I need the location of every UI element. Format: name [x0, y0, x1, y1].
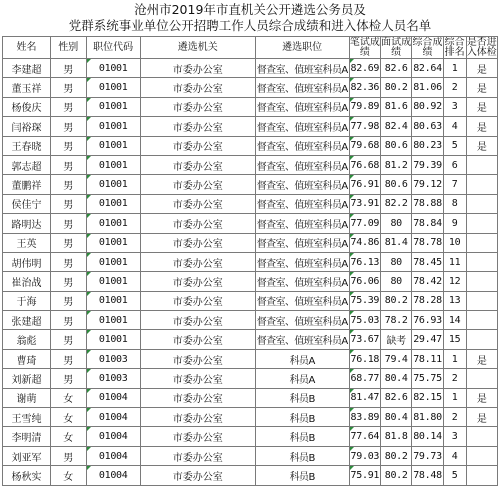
cell-name: 谢萌: [3, 388, 51, 407]
cell-written-score: 75.39: [349, 291, 380, 310]
cell-physical-exam: [466, 427, 497, 446]
cell-position-code: 01001: [86, 311, 140, 330]
cell-rank: 11: [443, 252, 466, 271]
cell-total-score: 78.48: [412, 466, 443, 485]
cell-physical-exam: [466, 233, 497, 252]
cell-position-code: 01004: [86, 388, 140, 407]
cell-org: 市委办公室: [140, 214, 255, 233]
cell-physical-exam: [466, 214, 497, 233]
cell-rank: 15: [443, 330, 466, 349]
table-row: [3, 291, 498, 310]
cell-position-code: 01001: [86, 155, 140, 174]
table-row: [3, 136, 498, 155]
cell-physical-exam: 是: [466, 78, 497, 97]
cell-written-score: 82.36: [349, 78, 380, 97]
cell-position-code: 01001: [86, 291, 140, 310]
cell-gender: 男: [51, 194, 87, 213]
cell-name: 曹琦: [3, 349, 51, 368]
cell-written-score: 75.03: [349, 311, 380, 330]
table-row: [3, 155, 498, 174]
cell-physical-exam: [466, 466, 497, 485]
table-row: [3, 59, 498, 78]
cell-written-score: 82.69: [349, 59, 380, 78]
cell-name: 王英: [3, 233, 51, 252]
cell-gender: 男: [51, 330, 87, 349]
cell-name: 刘新超: [3, 369, 51, 388]
cell-rank: 4: [443, 117, 466, 136]
cell-physical-exam: [466, 272, 497, 291]
cell-gender: 女: [51, 466, 87, 485]
cell-interview-score: 80.2: [381, 466, 412, 485]
cell-position: 科员A: [255, 349, 349, 368]
cell-position: 督查室、值班室科员A: [255, 117, 349, 136]
cell-position: 督查室、值班室科员A: [255, 155, 349, 174]
table-body: [3, 59, 498, 486]
cell-written-score: 77.64: [349, 427, 380, 446]
cell-gender: 男: [51, 117, 87, 136]
cell-total-score: 78.88: [412, 194, 443, 213]
cell-rank: 6: [443, 155, 466, 174]
cell-rank: 14: [443, 311, 466, 330]
cell-position: 督查室、值班室科员A: [255, 272, 349, 291]
table-row: [3, 78, 498, 97]
header-total: 综合成绩: [412, 36, 443, 58]
cell-physical-exam: 是: [466, 59, 497, 78]
cell-position-code: 01001: [86, 252, 140, 271]
cell-rank: 4: [443, 446, 466, 465]
cell-interview-score: 82.2: [381, 194, 412, 213]
table-row: [3, 369, 498, 388]
table-row: [3, 214, 498, 233]
cell-position: 督查室、值班室科员A: [255, 175, 349, 194]
header-name: 姓名: [3, 37, 51, 59]
cell-gender: 男: [51, 78, 87, 97]
cell-org: 市委办公室: [140, 427, 255, 446]
cell-name: 董玉祥: [3, 78, 51, 97]
cell-gender: 男: [51, 233, 87, 252]
cell-total-score: 79.39: [412, 155, 443, 174]
cell-org: 市委办公室: [140, 117, 255, 136]
cell-written-score: 81.47: [349, 388, 380, 407]
cell-rank: 9: [443, 214, 466, 233]
cell-written-score: 74.86: [349, 233, 380, 252]
cell-name: 郭志超: [3, 155, 51, 174]
table-row: [3, 466, 498, 485]
cell-total-score: 78.42: [412, 272, 443, 291]
cell-position-code: 01003: [86, 349, 140, 368]
table-row: [3, 330, 498, 349]
cell-total-score: 78.78: [412, 233, 443, 252]
document-title: [0, 2, 500, 34]
cell-physical-exam: [466, 311, 497, 330]
cell-total-score: 82.64: [412, 59, 443, 78]
cell-position: 督查室、值班室科员A: [255, 214, 349, 233]
cell-interview-score: 78.2: [381, 311, 412, 330]
cell-position-code: 01003: [86, 369, 140, 388]
title-line-1: 沧州市2019年市直机关公开遴选公务员及: [134, 2, 366, 17]
cell-org: 市委办公室: [140, 272, 255, 291]
cell-interview-score: 82.4: [381, 117, 412, 136]
cell-position: 督查室、值班室科员A: [255, 194, 349, 213]
cell-name: 董鹏祥: [3, 175, 51, 194]
cell-written-score: 79.89: [349, 97, 380, 116]
header-gender: 性别: [51, 37, 87, 59]
cell-interview-score: 82.6: [381, 388, 412, 407]
cell-gender: 女: [51, 427, 87, 446]
header-exam: 是否进入体检: [466, 36, 497, 58]
cell-physical-exam: [466, 369, 497, 388]
cell-written-score: 68.77: [349, 369, 380, 388]
table-row: [3, 408, 498, 427]
table-row: [3, 349, 498, 368]
cell-total-score: 82.15: [412, 388, 443, 407]
cell-interview-score: 81.4: [381, 233, 412, 252]
cell-name: 崔治战: [3, 272, 51, 291]
cell-interview-score: 80.6: [381, 175, 412, 194]
cell-name: 侯佳宁: [3, 194, 51, 213]
cell-physical-exam: 是: [466, 117, 497, 136]
cell-rank: 3: [443, 427, 466, 446]
cell-physical-exam: [466, 330, 497, 349]
cell-rank: 7: [443, 175, 466, 194]
cell-gender: 女: [51, 408, 87, 427]
cell-org: 市委办公室: [140, 252, 255, 271]
cell-org: 市委办公室: [140, 78, 255, 97]
cell-total-score: 75.75: [412, 369, 443, 388]
cell-org: 市委办公室: [140, 175, 255, 194]
cell-position: 科员B: [255, 408, 349, 427]
cell-gender: 男: [51, 291, 87, 310]
cell-name: 于海: [3, 291, 51, 310]
cell-name: 刘亚军: [3, 446, 51, 465]
cell-physical-exam: 是: [466, 136, 497, 155]
cell-interview-score: 80: [381, 272, 412, 291]
cell-position: 督查室、值班室科员A: [255, 252, 349, 271]
cell-org: 市委办公室: [140, 59, 255, 78]
header-code: 职位代码: [86, 37, 140, 59]
cell-rank: 8: [443, 194, 466, 213]
cell-position-code: 01001: [86, 78, 140, 97]
table-row: [3, 117, 498, 136]
cell-physical-exam: 是: [466, 408, 497, 427]
cell-position: 督查室、值班室科员A: [255, 291, 349, 310]
cell-name: 李明清: [3, 427, 51, 446]
cell-org: 市委办公室: [140, 311, 255, 330]
cell-written-score: 79.03: [349, 446, 380, 465]
cell-physical-exam: [466, 291, 497, 310]
cell-org: 市委办公室: [140, 97, 255, 116]
cell-rank: 5: [443, 466, 466, 485]
cell-total-score: 81.06: [412, 78, 443, 97]
cell-written-score: 76.91: [349, 175, 380, 194]
cell-physical-exam: 是: [466, 97, 497, 116]
cell-written-score: 73.91: [349, 194, 380, 213]
cell-physical-exam: 是: [466, 349, 497, 368]
cell-position: 督查室、值班室科员A: [255, 330, 349, 349]
cell-written-score: 75.91: [349, 466, 380, 485]
cell-org: 市委办公室: [140, 466, 255, 485]
cell-total-score: 78.28: [412, 291, 443, 310]
cell-total-score: 78.11: [412, 349, 443, 368]
cell-position: 督查室、值班室科员A: [255, 233, 349, 252]
results-table: [2, 36, 498, 486]
cell-interview-score: 80.6: [381, 136, 412, 155]
cell-physical-exam: [466, 175, 497, 194]
cell-position: 科员B: [255, 466, 349, 485]
cell-org: 市委办公室: [140, 388, 255, 407]
cell-org: 市委办公室: [140, 233, 255, 252]
header-written: 笔试成绩: [349, 36, 380, 58]
cell-interview-score: 缺考: [381, 330, 412, 349]
cell-position-code: 01004: [86, 408, 140, 427]
cell-total-score: 78.84: [412, 214, 443, 233]
cell-name: 闫裕琛: [3, 117, 51, 136]
cell-total-score: 80.23: [412, 136, 443, 155]
cell-position-code: 01004: [86, 466, 140, 485]
cell-org: 市委办公室: [140, 446, 255, 465]
cell-written-score: 73.67: [349, 330, 380, 349]
cell-interview-score: 80.2: [381, 78, 412, 97]
cell-position-code: 01001: [86, 175, 140, 194]
cell-position: 科员A: [255, 369, 349, 388]
cell-rank: 2: [443, 369, 466, 388]
cell-position-code: 01001: [86, 214, 140, 233]
cell-name: 李建超: [3, 59, 51, 78]
cell-gender: 男: [51, 272, 87, 291]
cell-position-code: 01004: [86, 446, 140, 465]
cell-org: 市委办公室: [140, 408, 255, 427]
cell-interview-score: 81.2: [381, 155, 412, 174]
cell-gender: 男: [51, 59, 87, 78]
document-page: [0, 2, 500, 483]
cell-org: 市委办公室: [140, 349, 255, 368]
cell-name: 路明达: [3, 214, 51, 233]
cell-org: 市委办公室: [140, 194, 255, 213]
cell-position-code: 01001: [86, 272, 140, 291]
cell-gender: 男: [51, 446, 87, 465]
cell-total-score: 78.45: [412, 252, 443, 271]
cell-name: 杨俊庆: [3, 97, 51, 116]
cell-name: 王雪纯: [3, 408, 51, 427]
cell-rank: 10: [443, 233, 466, 252]
cell-total-score: 80.92: [412, 97, 443, 116]
cell-gender: 男: [51, 155, 87, 174]
header-rank: 综合排名: [444, 36, 465, 58]
cell-interview-score: 82.6: [381, 59, 412, 78]
cell-gender: 男: [51, 252, 87, 271]
cell-position-code: 01001: [86, 97, 140, 116]
cell-org: 市委办公室: [140, 369, 255, 388]
cell-name: 翁彪: [3, 330, 51, 349]
cell-position-code: 01001: [86, 117, 140, 136]
cell-rank: 2: [443, 78, 466, 97]
cell-physical-exam: [466, 155, 497, 174]
cell-interview-score: 79.4: [381, 349, 412, 368]
cell-position: 科员B: [255, 388, 349, 407]
cell-name: 胡伟明: [3, 252, 51, 271]
cell-physical-exam: [466, 446, 497, 465]
table-row: [3, 311, 498, 330]
cell-interview-score: 81.6: [381, 97, 412, 116]
table-row: [3, 233, 498, 252]
cell-total-score: 76.93: [412, 311, 443, 330]
cell-written-score: 77.98: [349, 117, 380, 136]
cell-name: 杨秋实: [3, 466, 51, 485]
cell-position: 督查室、值班室科员A: [255, 97, 349, 116]
cell-org: 市委办公室: [140, 155, 255, 174]
cell-position-code: 01001: [86, 194, 140, 213]
cell-written-score: 76.06: [349, 272, 380, 291]
table-header-row: [3, 37, 498, 59]
cell-rank: 5: [443, 136, 466, 155]
table-row: [3, 97, 498, 116]
cell-name: 王春晓: [3, 136, 51, 155]
cell-position-code: 01001: [86, 330, 140, 349]
cell-gender: 男: [51, 136, 87, 155]
cell-written-score: 76.68: [349, 155, 380, 174]
cell-position: 科员B: [255, 446, 349, 465]
cell-written-score: 79.68: [349, 136, 380, 155]
table-row: [3, 388, 498, 407]
table-row: [3, 252, 498, 271]
cell-rank: 12: [443, 272, 466, 291]
cell-rank: 13: [443, 291, 466, 310]
cell-interview-score: 80: [381, 252, 412, 271]
table-row: [3, 175, 498, 194]
cell-written-score: 76.13: [349, 252, 380, 271]
cell-total-score: 79.12: [412, 175, 443, 194]
cell-total-score: 81.80: [412, 408, 443, 427]
cell-total-score: 29.47: [412, 330, 443, 349]
cell-position: 科员B: [255, 427, 349, 446]
cell-interview-score: 80.2: [381, 291, 412, 310]
cell-written-score: 83.89: [349, 408, 380, 427]
table-row: [3, 272, 498, 291]
cell-org: 市委办公室: [140, 291, 255, 310]
cell-interview-score: 81.8: [381, 427, 412, 446]
cell-interview-score: 80: [381, 214, 412, 233]
cell-physical-exam: [466, 252, 497, 271]
table-row: [3, 427, 498, 446]
cell-physical-exam: [466, 194, 497, 213]
cell-rank: 1: [443, 349, 466, 368]
cell-interview-score: 80.2: [381, 446, 412, 465]
cell-total-score: 80.63: [412, 117, 443, 136]
cell-org: 市委办公室: [140, 136, 255, 155]
cell-gender: 男: [51, 214, 87, 233]
cell-position-code: 01001: [86, 136, 140, 155]
cell-rank: 3: [443, 97, 466, 116]
header-org: 遴选机关: [140, 37, 255, 59]
cell-name: 张建超: [3, 311, 51, 330]
header-interview: 面试成绩: [381, 36, 412, 58]
cell-written-score: 76.18: [349, 349, 380, 368]
cell-rank: 1: [443, 59, 466, 78]
cell-position-code: 01001: [86, 59, 140, 78]
header-position: 遴选职位: [255, 37, 349, 59]
cell-total-score: 79.73: [412, 446, 443, 465]
cell-rank: 1: [443, 388, 466, 407]
cell-total-score: 80.14: [412, 427, 443, 446]
cell-written-score: 77.09: [349, 214, 380, 233]
cell-gender: 男: [51, 311, 87, 330]
cell-position: 督查室、值班室科员A: [255, 59, 349, 78]
cell-physical-exam: 是: [466, 388, 497, 407]
cell-position: 督查室、值班室科员A: [255, 136, 349, 155]
cell-gender: 女: [51, 388, 87, 407]
cell-gender: 男: [51, 369, 87, 388]
cell-gender: 男: [51, 349, 87, 368]
cell-org: 市委办公室: [140, 330, 255, 349]
cell-position-code: 01001: [86, 233, 140, 252]
cell-position: 督查室、值班室科员A: [255, 311, 349, 330]
cell-gender: 男: [51, 175, 87, 194]
cell-position: 督查室、值班室科员A: [255, 78, 349, 97]
cell-interview-score: 80.4: [381, 369, 412, 388]
cell-rank: 2: [443, 408, 466, 427]
table-row: [3, 194, 498, 213]
title-line-2: 党群系统事业单位公开招聘工作人员综合成绩和进入体检人员名单: [68, 18, 432, 33]
cell-gender: 男: [51, 97, 87, 116]
table-row: [3, 446, 498, 465]
cell-interview-score: 80.4: [381, 408, 412, 427]
cell-position-code: 01004: [86, 427, 140, 446]
